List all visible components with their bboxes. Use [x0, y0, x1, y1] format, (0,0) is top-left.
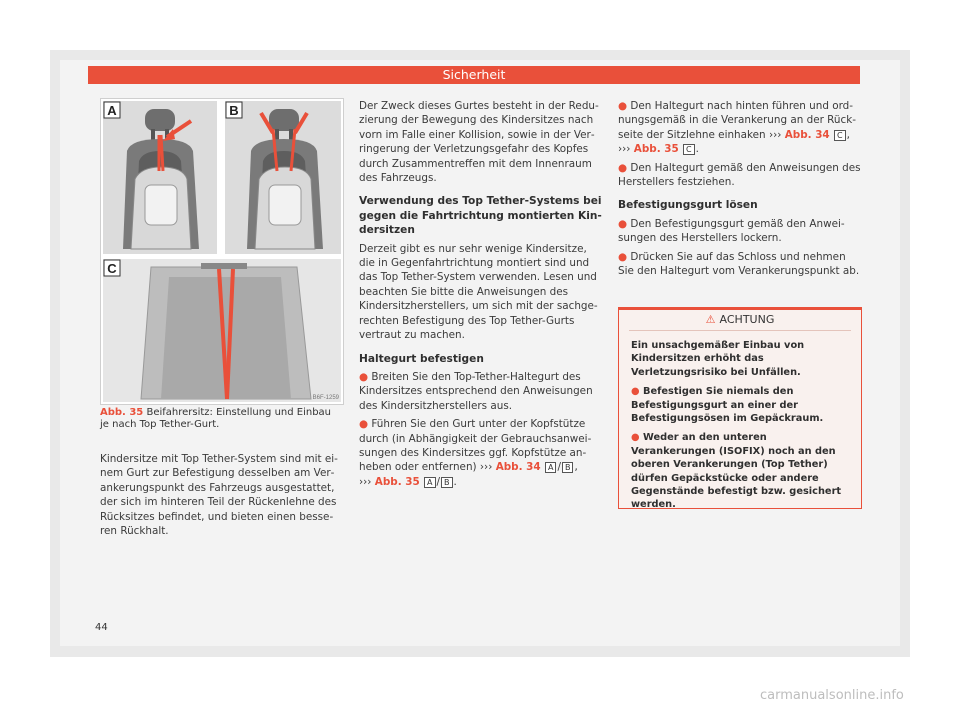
bullet-item: ● Den Haltegurt gemäß den Anweisungen des Herstellers festziehen. [618, 161, 861, 189]
paragraph: Kindersitze mit Top Tether-System sind mit einem Gurt zur Befestigung desselben am Verankerungspunkt des Fahrzeugs ausgestattet, der sich im hinteren Teil der Rückenlehne des Rücksitzes befindet, und bieten einen besseren Rückhalt. [100, 453, 338, 538]
figure-code: B6F-1259 [312, 395, 339, 401]
warning-box [618, 307, 862, 509]
bullet-dot: ● [631, 432, 640, 444]
panel-ref: A [545, 462, 556, 473]
caption-text: Beifahrersitz: Einstellung und Einbau je nach Top Tether-Gurt. [100, 407, 332, 430]
column-1 [100, 452, 344, 547]
panel-ref: B [562, 462, 574, 473]
paragraph: Derzeit gibt es nur sehr wenige Kindersitze, die in Gegenfahrtrichtung montiert sind und das Top Tether-System verwenden. Lesen und beachten Sie bitte die Anweisungen des Kindersitzherstellers, um sich mit der sachgerechten Befestigung des Top Tether-Gurts vertraut zu machen. [359, 242, 598, 342]
bullet-item: ● Den Haltegurt nach hinten führen und ordnungsgemäß in die Verankerung an der Rückseite der Sitzlehne einhaken ››› Abb. 34 C , ››› Abb. 35 C . [618, 100, 856, 156]
bullet-dot: ● [618, 217, 628, 230]
column-2 [359, 99, 602, 493]
panel-a-label: A [107, 103, 117, 118]
warning-title: ⚠ ACHTUNG [629, 310, 851, 331]
figure-caption [100, 407, 340, 431]
figure-link[interactable]: Abb. 35 [374, 475, 420, 488]
panel-b-label: B [229, 103, 239, 118]
column-3 [618, 99, 862, 282]
warning-bullet: ● Befestigen Sie niemals den Befestigungsgurt an einer der Befestigungsösen im Gepäckraum. [631, 386, 824, 425]
panel-ref: A [424, 477, 435, 488]
subheading: Befestigungsgurt lösen [618, 199, 758, 212]
figure-link[interactable]: Abb. 34 [784, 128, 830, 141]
panel-c-seat [141, 263, 311, 399]
figure-link[interactable]: Abb. 34 [495, 461, 541, 474]
bullet-item: ● Führen Sie den Gurt unter der Kopfstütze durch (in Abhängigkeit der Gebrauchsanweisungen des Kindersitzes ggf. Kopfstütze anheben oder entfernen) ››› Abb. 34 A / B , ››› Abb. 35 A / B . [359, 418, 592, 488]
section-header: Sicherheit [88, 66, 860, 84]
figure-abb-35 [100, 98, 344, 405]
bullet-dot: ● [359, 418, 369, 431]
caption-label: Abb. 35 [100, 407, 144, 418]
panel-ref: C [683, 144, 695, 155]
subheading: Verwendung des Top Tether-Systems bei gegen die Fahrtrichtung montierten Kindersitzen [359, 195, 602, 237]
bullet-item: ● Drücken Sie auf das Schloss und nehmen Sie den Haltegurt vom Verankerungspunkt ab. [618, 250, 860, 278]
bullet-item: ● Den Befestigungsgurt gemäß den Anweisungen des Herstellers lockern. [618, 217, 845, 245]
page-number: 44 [95, 622, 108, 633]
warning-body [619, 331, 861, 512]
bullet-dot: ● [631, 386, 640, 398]
figure-link[interactable]: Abb. 35 [633, 143, 679, 156]
panel-c-label: C [107, 261, 117, 276]
warning-triangle-icon: ⚠ [705, 313, 716, 326]
bullet-item: ● Breiten Sie den Top-Tether-Haltegurt des Kindersitzes entsprechend den Anweisungen des Kindersitzherstellers aus. [359, 370, 593, 412]
panel-ref: C [834, 130, 846, 141]
watermark: carmanualsonline.info [760, 688, 904, 703]
bullet-dot: ● [618, 161, 628, 174]
bullet-dot: ● [359, 370, 369, 383]
paragraph: Der Zweck dieses Gurtes besteht in der Reduzierung der Bewegung des Kindersitzes nach vorn im Falle einer Kollision, sowie in der Verringerung der Verletzungsgefahr des Kopfes durch Zusammentreffen mit dem Innenraum des Fahrzeugs. [359, 100, 599, 185]
bullet-dot: ● [618, 100, 628, 112]
seat-illustration [101, 99, 343, 404]
subheading: Haltegurt befestigen [359, 352, 484, 365]
warning-paragraph: Ein unsachgemäßer Einbau von Kindersitzen erhöht das Verletzungsrisiko bei Unfällen. [631, 340, 805, 378]
warning-bullet: ● Weder an den unteren Verankerungen (ISOFIX) noch an den oberen Verankerungen (Top Tether) dürfen Gepäckstücke oder andere Gegenstände befestigt bzw. gesichert werden. [631, 432, 842, 511]
panel-ref: B [441, 477, 453, 488]
bullet-dot: ● [618, 250, 628, 263]
